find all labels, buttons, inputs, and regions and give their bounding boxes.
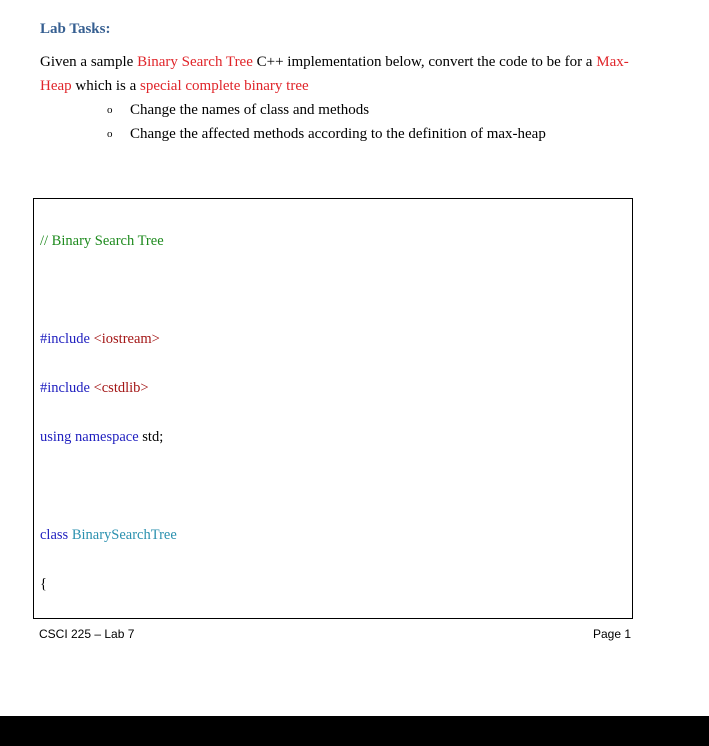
code-line-open-brace <box>40 576 359 592</box>
bullet-circle-icon: o <box>107 104 113 116</box>
code-listing <box>40 200 359 619</box>
task-bullet-text: Change the affected methods according to the definition of max-heap <box>130 126 546 142</box>
code-keyword: using namespace <box>40 428 139 445</box>
code-line-include-iostream <box>40 331 359 347</box>
code-keyword: class <box>40 526 69 543</box>
code-comment: // Binary Search Tree <box>40 232 164 249</box>
bullet-circle-icon: o <box>107 128 113 140</box>
code-text: std; <box>138 428 164 445</box>
task-bullet-text: Change the names of class and methods <box>130 102 370 118</box>
code-line-comment <box>40 233 359 249</box>
code-keyword: #include <box>40 330 90 347</box>
code-string: <cstdlib> <box>93 379 149 396</box>
code-listing-box <box>33 198 633 619</box>
intro-text-3: which is a <box>71 78 140 94</box>
intro-paragraph <box>40 50 640 98</box>
code-text: { <box>40 575 47 592</box>
code-type: BinarySearchTree <box>71 526 177 543</box>
intro-text-2: C++ implementation below, convert the code to be for a <box>252 54 597 70</box>
code-string: <iostream> <box>93 330 160 347</box>
code-blank-line <box>40 478 359 494</box>
task-bullet-item <box>0 98 546 122</box>
intro-text-1: Given a sample <box>40 54 138 70</box>
lab-tasks-heading: Lab Tasks: <box>40 21 111 37</box>
code-keyword: #include <box>40 379 90 396</box>
footer-page-number: Page 1 <box>593 627 632 641</box>
intro-highlight-maxheap: Max-Heap <box>40 54 629 94</box>
intro-highlight-bst: Binary Search Tree <box>137 54 253 70</box>
code-line-include-cstdlib <box>40 380 359 396</box>
code-blank-line <box>40 282 359 298</box>
footer-course-label: CSCI 225 – Lab 7 <box>39 627 135 641</box>
task-bullet-item <box>0 122 546 146</box>
intro-highlight-complete-tree: special complete binary tree <box>139 78 309 94</box>
code-line-using <box>40 429 359 445</box>
bottom-black-bar <box>0 716 709 746</box>
task-bullet-list <box>0 98 546 146</box>
code-line-class-decl <box>40 527 359 543</box>
